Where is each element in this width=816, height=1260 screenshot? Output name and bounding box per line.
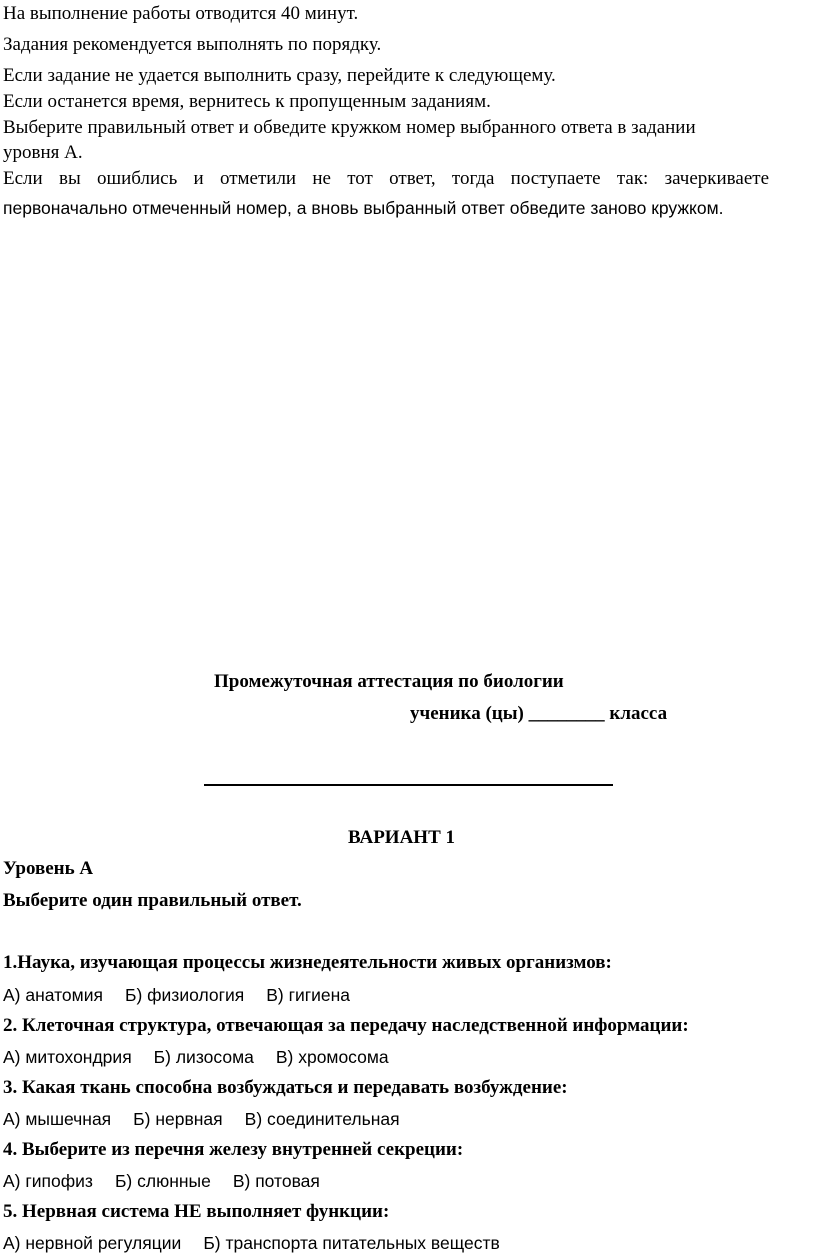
question-2: 2. Клеточная структура, отвечающая за передачу наследственной информации: — [3, 1015, 689, 1036]
answer-option: А) гипофиз — [3, 1171, 93, 1191]
document-title: Промежуточная аттестация по биологии — [214, 671, 564, 692]
instruction-line-8: первоначально отмеченный номер, а вновь выбранный ответ обведите заново кружком. — [3, 198, 724, 218]
question-2-answers — [3, 1045, 389, 1069]
question-4: 4. Выберите из перечня железу внутренней секреции: — [3, 1139, 464, 1160]
instruction-line-6: уровня А. — [3, 142, 83, 163]
answer-option: Б) транспорта питательных веществ — [203, 1233, 500, 1253]
answer-option: В) соединительная — [244, 1109, 400, 1129]
answer-option: А) митохондрия — [3, 1047, 132, 1067]
answer-option: А) мышечная — [3, 1109, 112, 1129]
instruction-line-2: Задания рекомендуется выполнять по порядку. — [3, 34, 382, 55]
question-1-answers — [3, 983, 350, 1007]
question-1: 1.Наука, изучающая процессы жизнедеятельности живых организмов: — [3, 952, 612, 973]
answer-option: Б) физиология — [124, 985, 245, 1005]
answer-option: В) хромосома — [275, 1047, 389, 1067]
level-title: Уровень А — [3, 858, 94, 879]
answer-option: В) потовая — [232, 1171, 320, 1191]
answer-option: Б) слюнные — [114, 1171, 211, 1191]
answer-option: А) нервной регуляции — [3, 1233, 182, 1253]
level-instruction: Выберите один правильный ответ. — [3, 890, 302, 911]
question-5-answers — [3, 1231, 500, 1255]
question-5: 5. Нервная система НЕ выполняет функции: — [3, 1201, 390, 1222]
instruction-line-7: Если вы ошиблись и отметили не тот ответ, тогда поступаете так: зачеркиваете — [3, 168, 769, 189]
instruction-line-3: Если задание не удается выполнить сразу, перейдите к следующему. — [3, 65, 556, 86]
answer-option: В) гигиена — [266, 985, 351, 1005]
answer-option: А) анатомия — [3, 985, 103, 1005]
student-class-line: ученика (цы) ________ класса — [410, 703, 668, 724]
name-fill-line — [204, 784, 613, 786]
question-4-answers — [3, 1169, 320, 1193]
question-3-answers — [3, 1107, 400, 1131]
instruction-line-4: Если останется время, вернитесь к пропущенным заданиям. — [3, 91, 491, 112]
instruction-line-5: Выберите правильный ответ и обведите кружком номер выбранного ответа в задании — [3, 117, 696, 138]
variant-title: ВАРИАНТ 1 — [348, 827, 456, 848]
answer-option: Б) лизосома — [153, 1047, 254, 1067]
answer-option: Б) нервная — [133, 1109, 223, 1129]
instruction-line-1: На выполнение работы отводится 40 минут. — [3, 3, 359, 24]
question-3: 3. Какая ткань способна возбуждаться и передавать возбуждение: — [3, 1077, 568, 1098]
